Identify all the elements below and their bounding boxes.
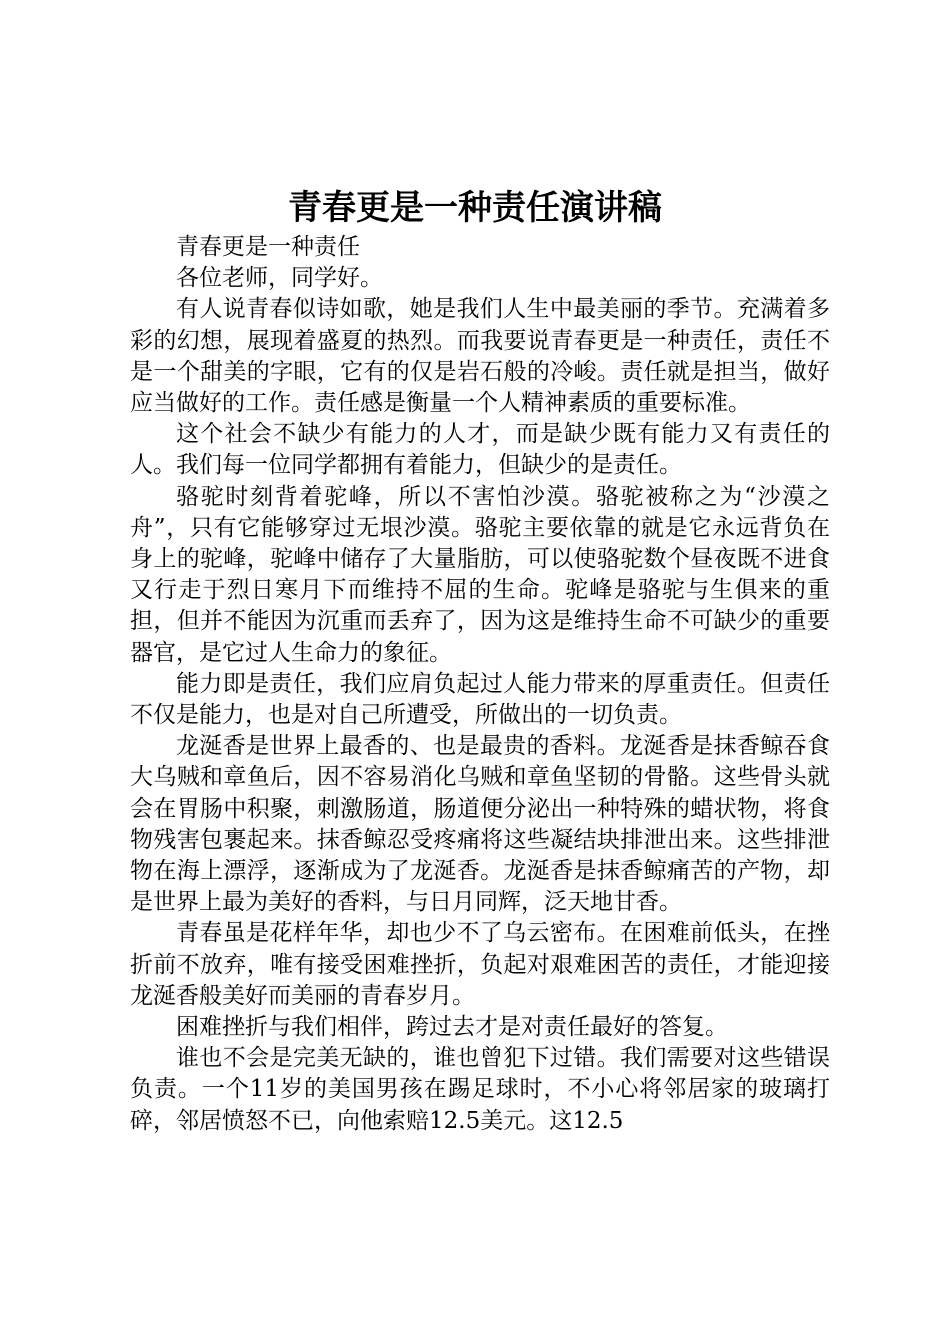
body-paragraph: 能力即是责任，我们应肩负起过人能力带来的厚重责任。但责任不仅是能力，也是对自己所遭受，所做出的一切负责。 [130,670,830,729]
body-paragraph: 龙涎香是世界上最香的、也是最贵的香料。龙涎香是抹香鲸吞食大乌贼和章鱼后，因不容易消化乌贼和章鱼坚韧的骨骼。这些骨头就会在胃肠中积聚，刺激肠道，肠道便分泌出一种特殊的蜡状物，将食物残害包裹起来。抹香鲸忍受疼痛将这些凝结块排泄出来。这些排泄物在海上漂浮，逐渐成为了龙涎香。龙涎香是抹香鲸痛苦的产物，却是世界上最为美好的香料，与日月同辉，泛天地甘香。 [130,733,830,916]
body-paragraph: 有人说青春似诗如歌，她是我们人生中最美丽的季节。充满着多彩的幻想，展现着盛夏的热烈。而我要说青春更是一种责任，责任不是一个甜美的字眼，它有的仅是岩石般的冷峻。责任就是担当，做好应当做好的工作。责任感是衡量一个人精神素质的重要标准。 [130,296,830,417]
document-title: 青春更是一种责任演讲稿 [288,188,662,228]
body-paragraph: 困难挫折与我们相伴，跨过去才是对责任最好的答复。 [176,1014,728,1041]
body-paragraph: 谁也不会是完美无缺的，谁也曾犯下过错。我们需要对这些错误负责。一个11岁的美国男孩在踢足球时，不小心将邻居家的玻璃打碎，邻居愤怒不已，向他索赔12.5美元。这12.5 [130,1045,830,1134]
body-paragraph: 骆驼时刻背着驼峰，所以不害怕沙漠。骆驼被称之为“沙漠之舟”，只有它能够穿过无垠沙漠。骆驼主要依靠的就是它永远背负在身上的驼峰，驼峰中储存了大量脂肪，可以使骆驼数个昼夜既不进食又行走于烈日寒月下而维持不屈的生命。驼峰是骆驼与生俱来的重担，但并不能因为沉重而丢弃了，因为这是维持生命不可缺少的重要器官，是它过人生命力的象征。 [130,483,830,666]
document-body [130,232,830,1137]
body-paragraph: 这个社会不缺少有能力的人才，而是缺少既有能力又有责任的人。我们每一位同学都拥有着能力，但缺少的是责任。 [130,421,830,479]
body-paragraph: 青春虽是花样年华，却也少不了乌云密布。在困难前低头，在挫折前不放弃，唯有接受困难挫折，负起对艰难困苦的责任，才能迎接龙涎香般美好而美丽的青春岁月。 [130,920,830,1009]
subtitle-paragraph: 青春更是一种责任 [176,234,360,260]
greeting-paragraph: 各位老师，同学好。 [176,265,383,292]
